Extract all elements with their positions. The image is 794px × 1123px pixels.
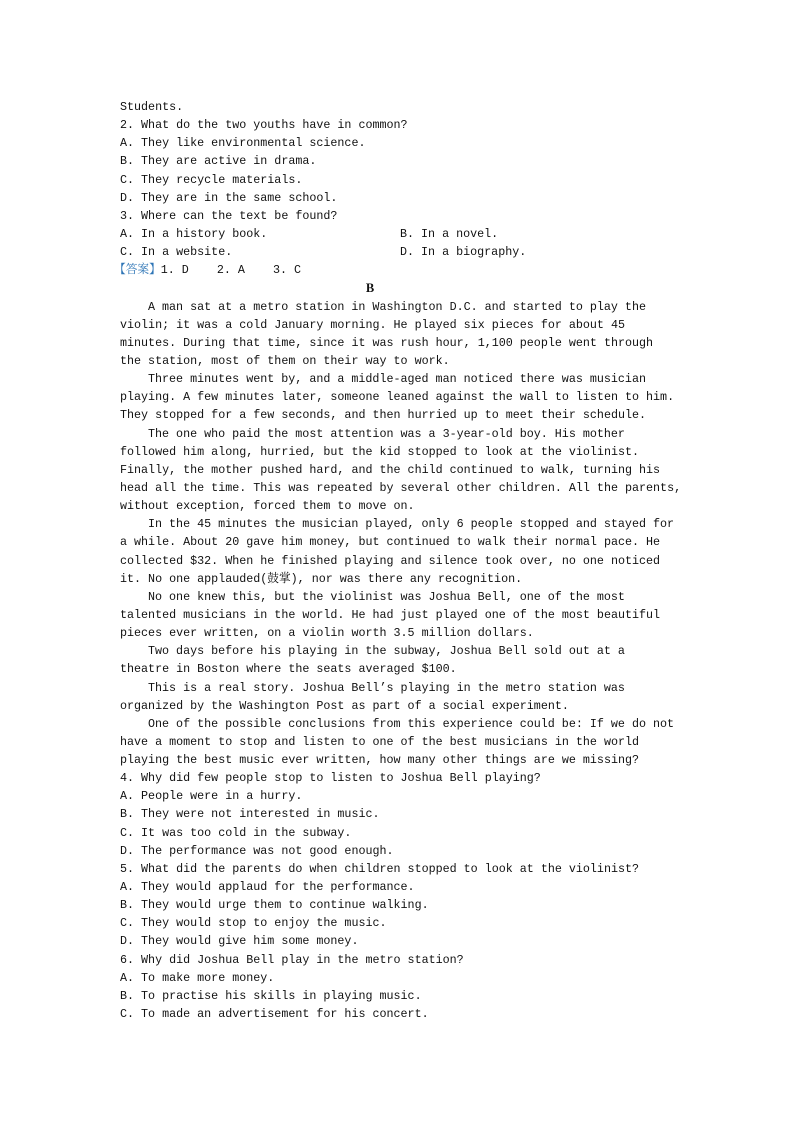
answer-option: C. It was too cold in the subway.: [120, 825, 352, 840]
passage-paragraph: [120, 515, 680, 588]
passage-line: playing. A few minutes later, someone leaned against the wall to listen to him.: [120, 390, 675, 405]
passage-paragraph: [120, 298, 680, 371]
answer-key: [114, 261, 680, 279]
question-stem: 6. Why did Joshua Bell play in the metro station?: [120, 952, 464, 967]
answer-option: A. People were in a hurry.: [120, 789, 303, 804]
passage-line: They stopped for a few seconds, and then hurried up to meet their schedule.: [120, 408, 647, 423]
answer-text: 1. D 2. A 3. C: [160, 263, 302, 278]
passage-line: followed him along, hurried, but the kid stopped to look at the violinist.: [120, 444, 640, 459]
answer-option: A. In a history book.: [120, 226, 268, 241]
passage-line: pieces ever written, on a violin worth 3.5 million dollars.: [120, 626, 534, 641]
answer-option: D. In a biography.: [400, 245, 527, 260]
passage-line: Finally, the mother pushed hard, and the child continued to walk, turning his: [120, 462, 661, 477]
answer-option: A. They would applaud for the performance.: [120, 880, 415, 895]
answer-option: D. They would give him some money.: [120, 934, 359, 949]
answer-label: 【答案】: [114, 263, 161, 278]
passage-line: A man sat at a metro station in Washington D.C. and started to play the: [148, 299, 646, 314]
passage-line: a while. About 20 gave him money, but continued to walk their normal pace. He: [120, 535, 661, 550]
passage-line: In the 45 minutes the musician played, only 6 people stopped and stayed for: [148, 517, 675, 532]
option-row: [120, 225, 680, 243]
passage-paragraph: [120, 715, 680, 769]
question-stem: 3. Where can the text be found?: [120, 208, 338, 223]
option-row: [120, 243, 680, 261]
passage-line: One of the possible conclusions from this experience could be: If we do not: [148, 716, 675, 731]
continuation-text: Students.: [120, 100, 184, 114]
answer-option: D. They are in the same school.: [120, 190, 338, 205]
passage-line: without exception, forced them to move on.: [120, 499, 415, 514]
answer-option: C. To made an advertisement for his concert.: [120, 1007, 429, 1022]
passage-line: The one who paid the most attention was a 3-year-old boy. His mother: [148, 426, 625, 441]
document-page: [114, 98, 682, 1023]
question-stem: 2. What do the two youths have in common?: [120, 118, 408, 133]
passage-line: have a moment to stop and listen to one of the best musicians in the world: [120, 734, 640, 749]
passage-paragraph: [120, 370, 680, 424]
passage-paragraph: [120, 642, 680, 678]
answer-option: B. They are active in drama.: [120, 154, 317, 169]
answer-option: C. They recycle materials.: [120, 172, 303, 187]
answer-option: B. They were not interested in music.: [120, 807, 380, 822]
answer-option: B. To practise his skills in playing music.: [120, 988, 422, 1003]
passage-line: theatre in Boston where the seats averaged $100.: [120, 662, 457, 677]
answer-option: A. To make more money.: [120, 970, 275, 985]
passage-line: This is a real story. Joshua Bell’s playing in the metro station was: [148, 680, 625, 695]
passage-line: minutes. During that time, since it was rush hour, 1,100 people went through: [120, 335, 654, 350]
answer-option: A. They like environmental science.: [120, 136, 366, 151]
passage-paragraph: [120, 588, 680, 642]
passage-line: the station, most of them on their way to work.: [120, 353, 450, 368]
passage-line: Three minutes went by, and a middle-aged man noticed there was musician: [148, 372, 646, 387]
passage-line: collected $32. When he finished playing and silence took over, no one noticed: [120, 553, 661, 568]
passage-paragraph: [120, 425, 680, 516]
answer-option: C. In a website.: [120, 245, 233, 260]
passage-line: violin; it was a cold January morning. He played six pieces for about 45: [120, 317, 625, 332]
passage-line: organized by the Washington Post as part of a social experiment.: [120, 698, 569, 713]
answer-option: B. They would urge them to continue walking.: [120, 898, 429, 913]
passage-line: Two days before his playing in the subway, Joshua Bell sold out at a: [148, 644, 625, 659]
section-heading: B: [365, 281, 375, 296]
passage-line: head all the time. This was repeated by several other children. All the parents,: [120, 480, 682, 495]
question-stem: 4. Why did few people stop to listen to Joshua Bell playing?: [120, 771, 541, 786]
passage-line: No one knew this, but the violinist was Joshua Bell, one of the most: [148, 589, 625, 604]
answer-option: C. They would stop to enjoy the music.: [120, 916, 387, 931]
answer-option: B. In a novel.: [400, 226, 499, 241]
question-stem: 5. What did the parents do when children stopped to look at the violinist?: [120, 861, 640, 876]
passage-line: playing the best music ever written, how many other things are we missing?: [120, 753, 640, 768]
answer-option: D. The performance was not good enough.: [120, 843, 394, 858]
passage-paragraph: [120, 679, 680, 715]
passage-line: talented musicians in the world. He had just played one of the most beautiful: [120, 607, 661, 622]
passage-line: it. No one applauded(鼓掌), nor was there any recognition.: [120, 571, 523, 586]
